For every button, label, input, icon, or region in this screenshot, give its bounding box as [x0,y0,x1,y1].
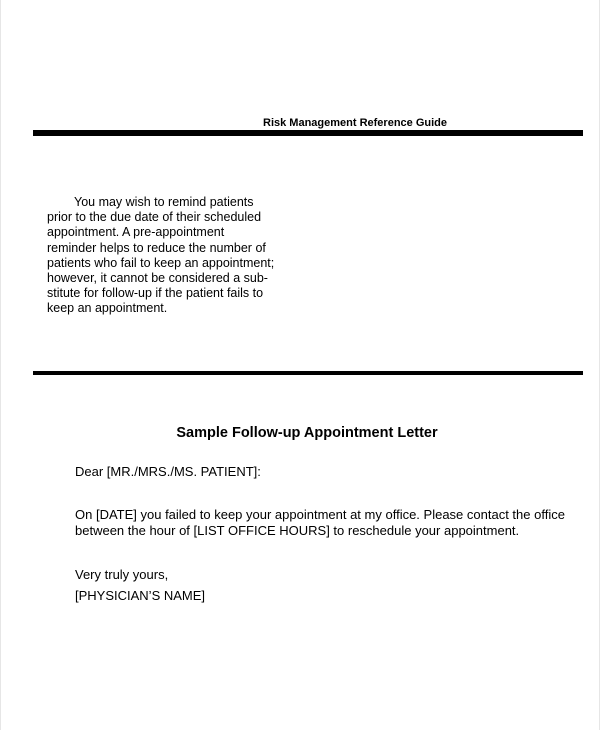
letter-title: Sample Follow-up Appointment Letter [176,425,438,441]
letter-signature: [PHYSICIAN’S NAME] [75,588,206,603]
letter-body-line: On [DATE] you failed to keep your appointment at my office. Please contact the office [75,507,565,522]
reminder-note-line: stitute for follow-up if the patient fails to [47,286,264,301]
reminder-note-line: however, it cannot be considered a sub- [47,271,268,286]
reminder-note-line: keep an appointment. [47,301,168,316]
header-rule [33,130,583,136]
page-edge-left [0,0,1,730]
reminder-note-line: appointment. A pre-appointment [47,225,225,240]
letter-body-line: between the hour of [LIST OFFICE HOURS] to reschedule your appointment. [75,522,520,538]
reminder-note-line: You may wish to remind patients [74,195,254,209]
letter-body [75,507,565,538]
letter-closing: Very truly yours, [75,567,169,582]
reminder-note-line: patients who fail to keep an appointment; [47,255,275,270]
reminder-note-line: prior to the due date of their scheduled [47,210,262,225]
running-header: Risk Management Reference Guide [263,117,448,129]
reminder-note-line: reminder helps to reduce the number of [47,240,266,255]
letter-salutation: Dear [MR./MRS./MS. PATIENT]: [75,464,261,479]
reminder-note [47,195,287,317]
section-rule [33,371,583,375]
